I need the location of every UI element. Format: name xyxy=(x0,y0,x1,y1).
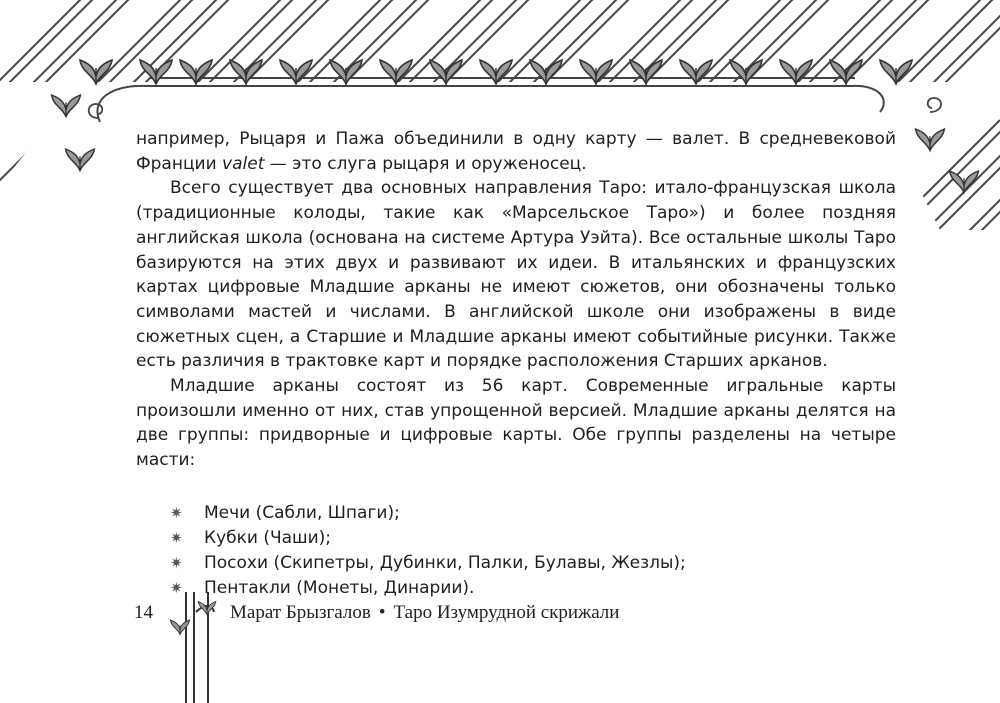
paragraph-2: Всего существует два основных направления Таро: итало-французская школа (традиционные колоды, такие как «Марсельское Таро») и более поздняя английская школа (основана на системе Артура Уэйта). Все остальные школы Таро базируются на этих двух и развивают их идеи. В итальянских и французских картах цифровые Младшие арканы не имеют сюжетов, они обозначены только символами мастей и числами. В английской школе они изображены в виде сюжетных сцен, а Старшие и Младшие арканы имеют событийные рисунки. Также есть различия в трактовке карт и порядке расположения Старших арканов. xyxy=(136,178,896,372)
stripe-pattern xyxy=(0,0,1000,120)
separator-dot: • xyxy=(378,602,386,623)
paragraph-3: Младшие арканы состоят из 56 карт. Современные игральные карты произошли именно от них, став упрощенной версией. Младшие арканы делятся на две группы: придворные и цифровые карты. Обе группы разделены на четыре масти: xyxy=(136,376,896,471)
page-body xyxy=(136,127,896,601)
star-bullet-icon: ✷ xyxy=(170,578,183,597)
paragraph-1: например, Рыцаря и Пажа объединили в одну карту — валет. В средневековой Франции valet — это слуга рыцаря и оруженосец. xyxy=(136,129,896,174)
star-bullet-icon: ✷ xyxy=(170,503,183,522)
page-number: 14 xyxy=(134,602,153,623)
page-footer xyxy=(0,600,1000,630)
list-item: ✷ Кубки (Чаши); xyxy=(170,526,896,551)
suits-list xyxy=(136,501,896,601)
list-item: ✷ Мечи (Сабли, Шпаги); xyxy=(170,501,896,526)
italic-term: valet xyxy=(222,153,265,174)
star-bullet-icon: ✷ xyxy=(170,528,183,547)
author-name: Марат Брызгалов xyxy=(230,602,371,623)
list-item: ✷ Посохи (Скипетры, Дубинки, Палки, Булавы, Жезлы); xyxy=(170,551,896,576)
running-head xyxy=(230,602,619,624)
list-item: ✷ Пентакли (Монеты, Динарии). xyxy=(170,576,896,601)
star-bullet-icon: ✷ xyxy=(170,553,183,572)
book-title: Таро Изумрудной скрижали xyxy=(393,602,620,623)
